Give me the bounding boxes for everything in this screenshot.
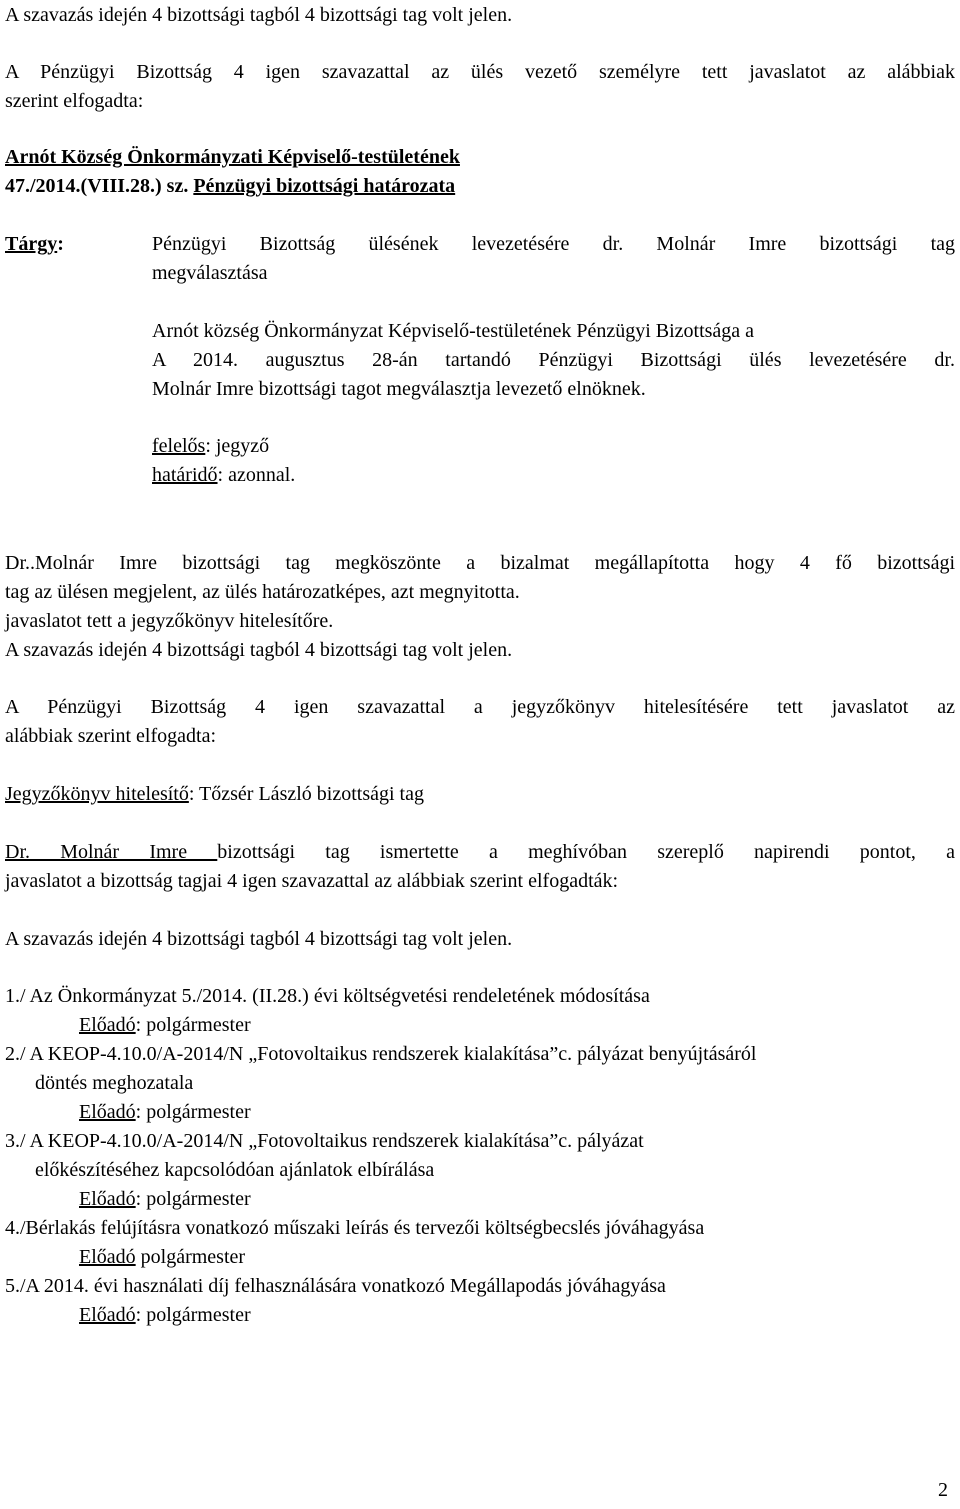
agenda-item-1: 1./ Az Önkormányzat 5./2014. (II.28.) évi költségvetési rendeletének módosítása (5, 985, 650, 1007)
resolution-body-line: A 2014. augusztus 28-án tartandó Pénzügyi Bizottsági ülés levezetésére dr. (152, 349, 955, 371)
presenter-label: Előadó (79, 1014, 136, 1036)
responsible-label: felelős (152, 435, 206, 457)
presenter-value: : polgármester (135, 1101, 251, 1123)
subject-label (5, 232, 64, 256)
agenda-item-3-cont: előkészítéséhez kapcsolódóan ajánlatok elbírálása (35, 1159, 435, 1181)
presenter-value: polgármester (135, 1246, 246, 1268)
presenter-row (79, 1187, 251, 1211)
presenter-value: : polgármester (135, 1304, 251, 1326)
resolution-body-line: Molnár Imre bizottsági tagot megválasztja levezető elnöknek. (152, 378, 646, 400)
subject-label-colon: : (57, 233, 64, 255)
presenter-label: Előadó (79, 1304, 136, 1326)
presenter-row (79, 1013, 251, 1037)
resolution-number (5, 174, 455, 198)
presenter-value: : polgármester (135, 1188, 251, 1210)
presenter-value: : polgármester (135, 1014, 251, 1036)
authenticator-row (5, 782, 424, 806)
subject-label-text: Tárgy (5, 233, 58, 255)
resolution-body-line: Arnót község Önkormányzat Képviselő-testületének Pénzügyi Bizottsága a (152, 320, 755, 342)
subject-text: Pénzügyi Bizottság ülésének levezetésére dr. Molnár Imre bizottsági tag (152, 233, 955, 255)
vote-attendance-line: A szavazás idején 4 bizottsági tagból 4 bizottsági tag volt jelen. (5, 928, 513, 950)
page-number: 2 (938, 1479, 948, 1501)
presenter-label: Előadó (79, 1246, 136, 1268)
agenda-item-4: 4./Bérlakás felújításra vonatkozó műszaki leírás és tervezői költségbecslés jóváhagyása (5, 1217, 705, 1239)
responsible-row (152, 434, 269, 458)
responsible-value: : jegyző (205, 435, 270, 457)
agenda-intro-line-cont: javaslatot a bizottság tagjai 4 igen szavazattal az alábbiak szerint elfogadták: (5, 870, 619, 892)
opening-line: tag az ülésen megjelent, az ülés határozatképes, azt megnyitotta. (5, 581, 520, 603)
resolution-number-text: 47./2014.(VIII.28.) sz. (5, 175, 194, 197)
agenda-intro-text: bizottsági tag ismertette a meghívóban szereplő napirendi pontot, a (217, 841, 955, 863)
deadline-row (152, 463, 295, 487)
committee-acceptance-line-cont: szerint elfogadta: (5, 90, 144, 112)
resolution-type: Pénzügyi bizottsági határozata (193, 175, 456, 197)
deadline-value: : azonnal. (217, 464, 296, 486)
chair-name: Dr. Molnár Imre (5, 841, 218, 863)
resolution-title: Arnót Község Önkormányzati Képviselő-testületének (5, 146, 460, 168)
vote-attendance-line: A szavazás idején 4 bizottsági tagból 4 bizottsági tag volt jelen. (5, 4, 513, 26)
authenticator-value: : Tőzsér László bizottsági tag (188, 783, 424, 805)
opening-line: javaslatot tett a jegyzőkönyv hitelesítőre. (5, 610, 334, 632)
presenter-label: Előadó (79, 1101, 136, 1123)
opening-line: Dr..Molnár Imre bizottsági tag megköszönte a bizalmat megállapította hogy 4 fő bizottsági (5, 552, 955, 574)
presenter-row (79, 1245, 245, 1269)
agenda-item-2: 2./ A KEOP-4.10.0/A-2014/N „Fotovoltaikus rendszerek kialakítása”c. pályázat benyújtásáról (5, 1043, 757, 1065)
presenter-row (79, 1100, 251, 1124)
presenter-label: Előadó (79, 1188, 136, 1210)
presenter-row (79, 1303, 251, 1327)
authenticator-acceptance-line: A Pénzügyi Bizottság 4 igen szavazattal a jegyzőkönyv hitelesítésére tett javaslatot az (5, 696, 955, 718)
deadline-label: határidő (152, 464, 218, 486)
committee-acceptance-line: A Pénzügyi Bizottság 4 igen szavazattal az ülés vezető személyre tett javaslatot az alábbiak (5, 61, 955, 83)
agenda-item-2-cont: döntés meghozatala (35, 1072, 194, 1094)
authenticator-acceptance-line-cont: alábbiak szerint elfogadta: (5, 725, 217, 747)
agenda-intro-line (5, 840, 955, 864)
agenda-item-5: 5./A 2014. évi használati díj felhasználására vonatkozó Megállapodás jóváhagyása (5, 1275, 666, 1297)
subject-text-cont: megválasztása (152, 262, 268, 284)
agenda-item-3: 3./ A KEOP-4.10.0/A-2014/N „Fotovoltaikus rendszerek kialakítása”c. pályázat (5, 1130, 644, 1152)
vote-attendance-line: A szavazás idején 4 bizottsági tagból 4 bizottsági tag volt jelen. (5, 639, 513, 661)
authenticator-label: Jegyzőkönyv hitelesítő (5, 783, 189, 805)
